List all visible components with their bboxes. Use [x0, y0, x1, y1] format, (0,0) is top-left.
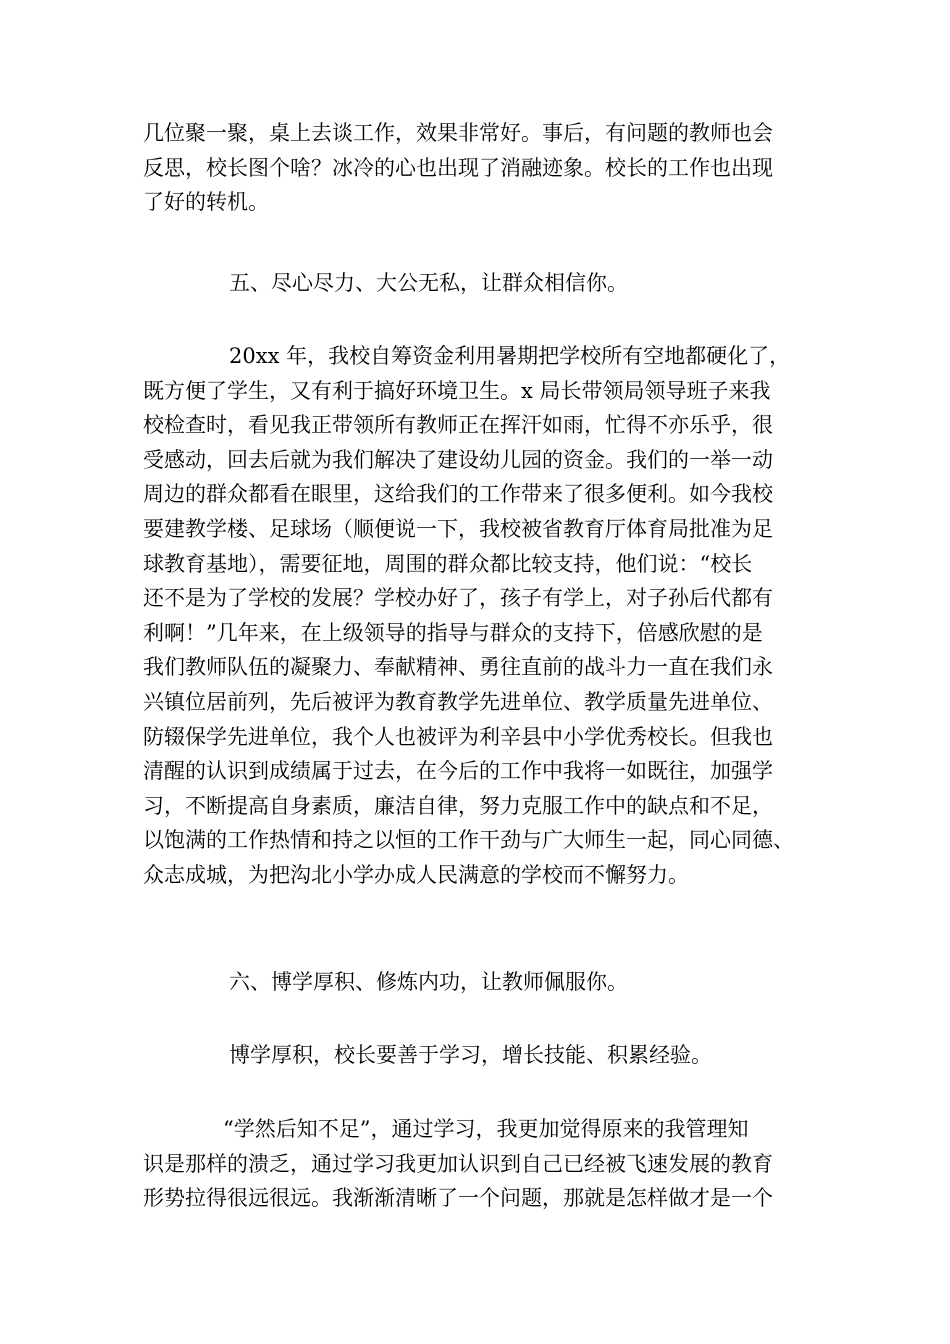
text-line: 20xx 年，我校自筹资金利用暑期把学校所有空地都硬化了， [229, 344, 791, 368]
section-heading-5: 五、尽心尽力、大公无私，让群众相信你。 [229, 271, 628, 295]
text-line: 受感动，回去后就为我们解决了建设幼儿园的资金。我们的一举一动 [143, 447, 773, 472]
text-line: 识是那样的溃乏，通过学习我更加认识到自己已经被飞速发展的教育 [143, 1151, 773, 1176]
text-line: 清醒的认识到成绩属于过去，在今后的工作中我将一如既往，加强学 [143, 759, 773, 784]
text-line: 形势拉得很远很远。我渐渐清晰了一个问题，那就是怎样做才是一个 [143, 1186, 773, 1211]
text-line: 既方便了学生，又有利于搞好环境卫生。x 局长带领局领导班子来我 [143, 378, 771, 403]
text-line: 了好的转机。 [143, 190, 269, 215]
text-line: 球教育基地），需要征地，周围的群众都比较支持，他们说：“校长 [143, 551, 753, 576]
text-line: 校检查时，看见我正带领所有教师正在挥汗如雨，忙得不亦乐乎，很 [143, 413, 773, 438]
paragraph-3: 博学厚积，校长要善于学习，增长技能、积累经验。 [229, 1043, 712, 1067]
text-line: 反思，校长图个啥？冰冷的心也出现了消融迹象。校长的工作也出现 [143, 155, 773, 180]
text-line: 习，不断提高自身素质，廉洁自律，努力克服工作中的缺点和不足， [143, 793, 773, 818]
paragraph-2 [143, 339, 823, 893]
text-line: 周边的群众都看在眼里，这给我们的工作带来了很多便利。如今我校 [143, 482, 773, 507]
text-line: 要建教学楼、足球场（顺便说一下，我校被省教育厅体育局批准为足 [143, 516, 773, 541]
paragraph-4 [143, 1112, 823, 1216]
text-line: 几位聚一聚，桌上去谈工作，效果非常好。事后，有问题的教师也会 [143, 121, 773, 145]
text-line: 利啊！”几年来，在上级领导的指导与群众的支持下，倍感欣慰的是 [143, 620, 763, 645]
text-line: 以饱满的工作热情和持之以恒的工作干劲与广大师生一起，同心同德、 [143, 828, 794, 853]
text-line: 我们教师队伍的凝聚力、奉献精神、勇往直前的战斗力一直在我们永 [143, 655, 773, 680]
text-line: 兴镇位居前列，先后被评为教育教学先进单位、教学质量先进单位、 [143, 689, 773, 714]
text-line: 众志成城，为把沟北小学办成人民满意的学校而不懈努力。 [143, 862, 689, 887]
text-line: 防辍保学先进单位，我个人也被评为利辛县中小学优秀校长。但我也 [143, 724, 773, 749]
text-line: “学然后知不足”，通过学习，我更加觉得原来的我管理知 [223, 1117, 749, 1141]
text-line: 还不是为了学校的发展？学校办好了，孩子有学上，对子孙后代都有 [143, 586, 773, 611]
section-heading-6: 六、博学厚积、修炼内功，让教师佩服你。 [229, 970, 628, 994]
paragraph-1 [143, 116, 823, 220]
